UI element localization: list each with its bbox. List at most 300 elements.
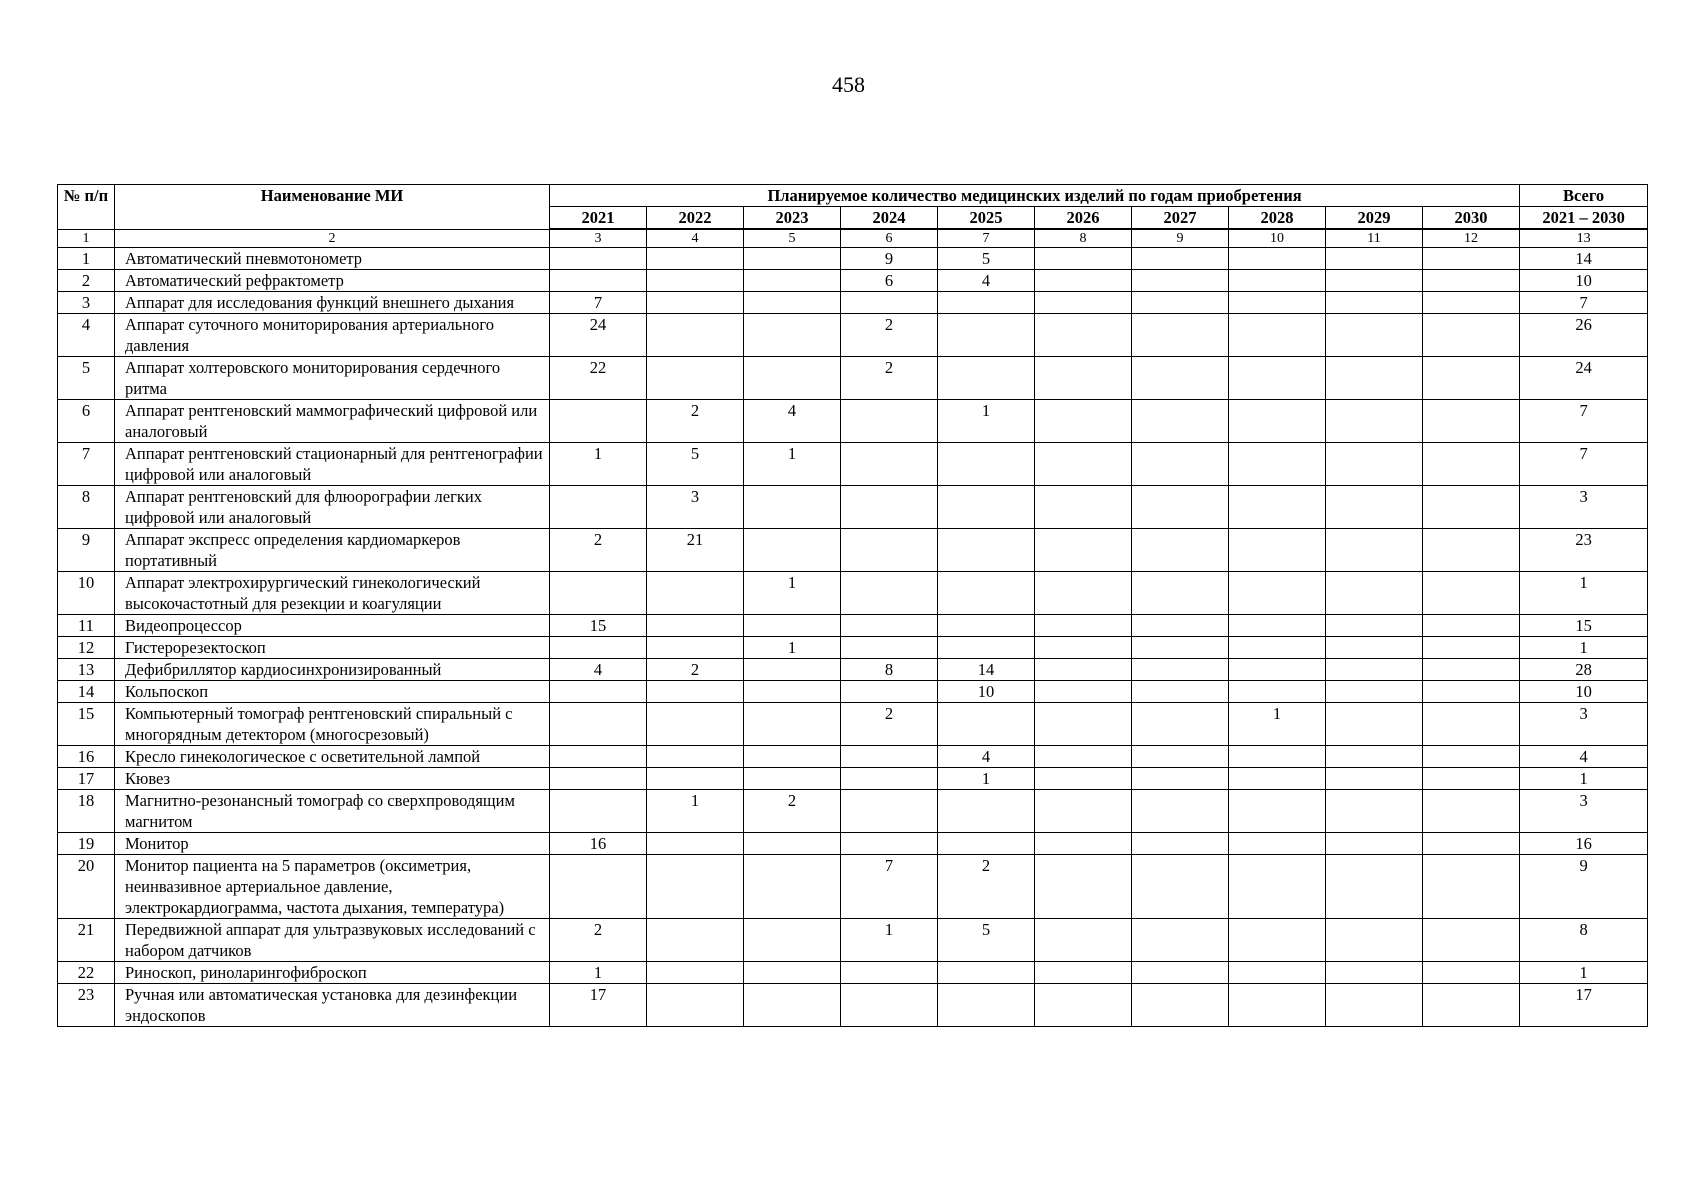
year-quantity [1035,681,1132,703]
total-quantity: 23 [1520,529,1648,572]
row-number: 16 [58,746,115,768]
total-quantity: 3 [1520,703,1648,746]
year-quantity [841,768,938,790]
year-quantity [1132,768,1229,790]
column-number: 13 [1520,229,1648,248]
year-quantity [1326,248,1423,270]
year-quantity [1035,292,1132,314]
year-quantity [1132,790,1229,833]
table-row [58,746,1648,768]
year-quantity [550,486,647,529]
header-row-1 [58,185,1648,207]
year-quantity: 4 [744,400,841,443]
table-row [58,486,1648,529]
year-quantity [550,855,647,919]
year-quantity [1132,248,1229,270]
year-quantity [841,529,938,572]
device-name: Магнитно-резонансный томограф со сверхпроводящим магнитом [115,790,550,833]
year-quantity [744,703,841,746]
column-number: 4 [647,229,744,248]
year-quantity [1326,681,1423,703]
device-name: Аппарат для исследования функций внешнего дыхания [115,292,550,314]
year-quantity [1229,314,1326,357]
year-quantity [1132,357,1229,400]
total-quantity: 1 [1520,572,1648,615]
table-row [58,768,1648,790]
column-number: 1 [58,229,115,248]
year-quantity [1326,790,1423,833]
year-quantity [1423,703,1520,746]
year-quantity [550,270,647,292]
year-quantity [841,746,938,768]
row-number: 10 [58,572,115,615]
year-quantity [744,615,841,637]
year-quantity [1423,962,1520,984]
year-quantity [1132,400,1229,443]
year-quantity [938,572,1035,615]
year-quantity [550,400,647,443]
year-quantity [841,292,938,314]
year-quantity [938,962,1035,984]
year-quantity [1326,984,1423,1027]
column-number: 11 [1326,229,1423,248]
year-quantity [647,855,744,919]
year-quantity [938,790,1035,833]
year-quantity [1423,248,1520,270]
year-quantity [1229,768,1326,790]
row-number: 2 [58,270,115,292]
year-quantity [841,637,938,659]
year-quantity: 21 [647,529,744,572]
year-quantity: 3 [647,486,744,529]
year-quantity [1035,703,1132,746]
header-name: Наименование МИ [115,185,550,230]
year-quantity [1035,529,1132,572]
total-quantity: 16 [1520,833,1648,855]
year-quantity [1132,572,1229,615]
year-quantity [1035,984,1132,1027]
total-quantity: 7 [1520,292,1648,314]
year-quantity [647,357,744,400]
total-quantity: 9 [1520,855,1648,919]
table-row [58,659,1648,681]
year-quantity [1423,768,1520,790]
table-row [58,443,1648,486]
year-quantity: 17 [550,984,647,1027]
year-quantity: 6 [841,270,938,292]
table-row [58,572,1648,615]
year-quantity [550,703,647,746]
year-quantity [938,833,1035,855]
year-quantity [1326,292,1423,314]
total-quantity: 10 [1520,270,1648,292]
device-name: Аппарат рентгеновский маммографический цифровой или аналоговый [115,400,550,443]
year-quantity [1132,292,1229,314]
year-quantity [938,443,1035,486]
year-quantity: 24 [550,314,647,357]
year-quantity [1229,357,1326,400]
row-number: 20 [58,855,115,919]
column-number: 3 [550,229,647,248]
device-name: Аппарат суточного мониторирования артериального давления [115,314,550,357]
year-quantity [1035,637,1132,659]
year-quantity [647,833,744,855]
year-quantity [1423,314,1520,357]
year-quantity: 7 [550,292,647,314]
year-quantity [841,681,938,703]
row-number: 21 [58,919,115,962]
device-name: Аппарат холтеровского мониторирования сердечного ритма [115,357,550,400]
year-quantity [744,314,841,357]
year-quantity [647,572,744,615]
row-number: 23 [58,984,115,1027]
year-quantity [1132,919,1229,962]
year-quantity [1132,681,1229,703]
year-quantity [1326,400,1423,443]
year-quantity [1035,659,1132,681]
year-quantity [744,292,841,314]
year-quantity [1423,637,1520,659]
year-quantity [744,833,841,855]
year-quantity [1326,637,1423,659]
year-quantity [1035,443,1132,486]
column-number: 8 [1035,229,1132,248]
year-quantity [1326,486,1423,529]
year-quantity [550,572,647,615]
year-quantity [1423,529,1520,572]
year-quantity [744,357,841,400]
year-quantity [1229,833,1326,855]
year-quantity [1229,790,1326,833]
year-quantity [1035,746,1132,768]
total-quantity: 4 [1520,746,1648,768]
year-quantity: 22 [550,357,647,400]
header-year: 2025 [938,207,1035,230]
year-quantity [938,615,1035,637]
row-number: 9 [58,529,115,572]
total-quantity: 1 [1520,637,1648,659]
year-quantity: 1 [841,919,938,962]
year-quantity [1035,919,1132,962]
year-quantity [647,314,744,357]
year-quantity: 1 [550,962,647,984]
page-number: 458 [832,72,865,97]
year-quantity [550,790,647,833]
year-quantity [841,833,938,855]
row-number: 19 [58,833,115,855]
total-quantity: 7 [1520,443,1648,486]
year-quantity [841,790,938,833]
year-quantity [1229,855,1326,919]
year-quantity: 14 [938,659,1035,681]
table-row [58,681,1648,703]
year-quantity [938,292,1035,314]
year-quantity [647,615,744,637]
year-quantity [550,768,647,790]
device-name: Автоматический рефрактометр [115,270,550,292]
device-name: Монитор пациента на 5 параметров (оксиметрия, неинвазивное артериальное давление, электрокардиограмма, частота дыхания, температура) [115,855,550,919]
year-quantity: 1 [744,572,841,615]
year-quantity [550,746,647,768]
year-quantity [1132,984,1229,1027]
year-quantity [647,746,744,768]
year-quantity [744,962,841,984]
total-quantity: 8 [1520,919,1648,962]
year-quantity [744,768,841,790]
year-quantity [1229,615,1326,637]
year-quantity [1035,400,1132,443]
year-quantity [841,572,938,615]
year-quantity [938,703,1035,746]
table-row [58,984,1648,1027]
year-quantity [1423,855,1520,919]
year-quantity [1229,400,1326,443]
year-quantity [1132,833,1229,855]
device-name: Аппарат рентгеновский для флюорографии легких цифровой или аналоговый [115,486,550,529]
total-quantity: 3 [1520,790,1648,833]
header-group: Планируемое количество медицинских изделий по годам приобретения [550,185,1520,207]
year-quantity [938,529,1035,572]
year-quantity [550,248,647,270]
device-name: Передвижной аппарат для ультразвуковых исследований с набором датчиков [115,919,550,962]
year-quantity [1229,486,1326,529]
year-quantity [744,984,841,1027]
total-quantity: 24 [1520,357,1648,400]
table-row [58,270,1648,292]
table-row [58,919,1648,962]
year-quantity [1229,248,1326,270]
year-quantity [1326,572,1423,615]
year-quantity [647,270,744,292]
year-quantity [744,681,841,703]
year-quantity [1035,270,1132,292]
year-quantity [841,400,938,443]
row-number: 13 [58,659,115,681]
device-name: Кювез [115,768,550,790]
row-number: 18 [58,790,115,833]
year-quantity [1326,659,1423,681]
year-quantity [1423,572,1520,615]
year-quantity: 1 [744,443,841,486]
header-num: № п/п [58,185,115,230]
year-quantity [1229,919,1326,962]
year-quantity: 1 [1229,703,1326,746]
year-quantity [647,681,744,703]
year-quantity: 1 [550,443,647,486]
year-quantity [647,248,744,270]
device-name: Аппарат рентгеновский стационарный для рентгенографии цифровой или аналоговый [115,443,550,486]
year-quantity [1326,855,1423,919]
header-year: 2030 [1423,207,1520,230]
column-numbers-row [58,229,1648,248]
row-number: 15 [58,703,115,746]
year-quantity [744,248,841,270]
year-quantity [938,486,1035,529]
year-quantity [1132,486,1229,529]
total-quantity: 14 [1520,248,1648,270]
year-quantity [1229,292,1326,314]
year-quantity: 1 [938,768,1035,790]
total-quantity: 10 [1520,681,1648,703]
year-quantity [938,314,1035,357]
year-quantity: 2 [841,314,938,357]
year-quantity [1326,529,1423,572]
year-quantity [647,292,744,314]
year-quantity [1423,443,1520,486]
device-name: Аппарат электрохирургический гинекологический высокочастотный для резекции и коагуляции [115,572,550,615]
year-quantity: 4 [938,746,1035,768]
year-quantity [1035,768,1132,790]
year-quantity [841,443,938,486]
total-quantity: 7 [1520,400,1648,443]
device-name: Кольпоскоп [115,681,550,703]
total-quantity: 1 [1520,962,1648,984]
header-year: 2026 [1035,207,1132,230]
year-quantity [1132,703,1229,746]
year-quantity [1423,357,1520,400]
year-quantity [1132,962,1229,984]
year-quantity [1132,529,1229,572]
year-quantity [1035,248,1132,270]
year-quantity [1326,703,1423,746]
year-quantity [1035,486,1132,529]
year-quantity [1035,962,1132,984]
year-quantity [1132,746,1229,768]
year-quantity [744,529,841,572]
year-quantity: 8 [841,659,938,681]
equipment-table [57,184,1648,1027]
year-quantity [744,746,841,768]
column-number: 5 [744,229,841,248]
year-quantity: 2 [938,855,1035,919]
year-quantity [1326,833,1423,855]
year-quantity: 2 [841,703,938,746]
table-row [58,615,1648,637]
year-quantity [1132,615,1229,637]
total-quantity: 17 [1520,984,1648,1027]
year-quantity: 1 [744,637,841,659]
year-quantity [647,768,744,790]
year-quantity [938,357,1035,400]
table-row [58,314,1648,357]
year-quantity [1035,572,1132,615]
row-number: 11 [58,615,115,637]
header-total-range: 2021 – 2030 [1520,207,1648,230]
row-number: 17 [58,768,115,790]
device-name: Гистерорезектоскоп [115,637,550,659]
row-number: 3 [58,292,115,314]
table-row [58,855,1648,919]
year-quantity [1035,790,1132,833]
year-quantity [1229,681,1326,703]
column-number: 7 [938,229,1035,248]
year-quantity [1035,314,1132,357]
year-quantity [1423,292,1520,314]
year-quantity [647,962,744,984]
year-quantity [1423,615,1520,637]
year-quantity [744,919,841,962]
year-quantity [1326,270,1423,292]
year-quantity: 10 [938,681,1035,703]
year-quantity [1035,615,1132,637]
header-year: 2024 [841,207,938,230]
total-quantity: 28 [1520,659,1648,681]
year-quantity [744,855,841,919]
device-name: Видеопроцессор [115,615,550,637]
year-quantity [1326,746,1423,768]
year-quantity: 2 [647,400,744,443]
year-quantity: 1 [938,400,1035,443]
table-row [58,962,1648,984]
year-quantity [1326,919,1423,962]
year-quantity: 2 [744,790,841,833]
header-year: 2022 [647,207,744,230]
year-quantity [1229,572,1326,615]
table-row [58,292,1648,314]
year-quantity [550,637,647,659]
column-number: 10 [1229,229,1326,248]
device-name: Риноскоп, риноларингофиброскоп [115,962,550,984]
year-quantity [647,637,744,659]
row-number: 12 [58,637,115,659]
year-quantity [1326,962,1423,984]
table-row [58,703,1648,746]
year-quantity [1132,270,1229,292]
year-quantity [1326,768,1423,790]
year-quantity [1326,357,1423,400]
year-quantity: 7 [841,855,938,919]
device-name: Ручная или автоматическая установка для дезинфекции эндоскопов [115,984,550,1027]
year-quantity [1423,659,1520,681]
year-quantity [841,615,938,637]
table-row [58,529,1648,572]
total-quantity: 15 [1520,615,1648,637]
year-quantity [1035,855,1132,919]
device-name: Автоматический пневмотонометр [115,248,550,270]
header-year: 2027 [1132,207,1229,230]
year-quantity [744,486,841,529]
year-quantity: 9 [841,248,938,270]
year-quantity [1423,681,1520,703]
year-quantity: 2 [550,919,647,962]
year-quantity [1035,833,1132,855]
year-quantity [1423,833,1520,855]
year-quantity: 4 [938,270,1035,292]
year-quantity [841,984,938,1027]
year-quantity [1229,659,1326,681]
year-quantity [1423,746,1520,768]
year-quantity [1132,637,1229,659]
year-quantity [1423,486,1520,529]
header-total: Всего [1520,185,1648,207]
year-quantity [938,984,1035,1027]
year-quantity: 5 [938,919,1035,962]
year-quantity [1326,443,1423,486]
column-number: 9 [1132,229,1229,248]
device-name: Дефибриллятор кардиосинхронизированный [115,659,550,681]
year-quantity [1229,984,1326,1027]
table-row [58,400,1648,443]
row-number: 1 [58,248,115,270]
year-quantity [1326,615,1423,637]
year-quantity [1229,443,1326,486]
row-number: 5 [58,357,115,400]
year-quantity [1132,659,1229,681]
year-quantity [647,703,744,746]
year-quantity: 5 [938,248,1035,270]
year-quantity: 2 [550,529,647,572]
year-quantity [744,659,841,681]
